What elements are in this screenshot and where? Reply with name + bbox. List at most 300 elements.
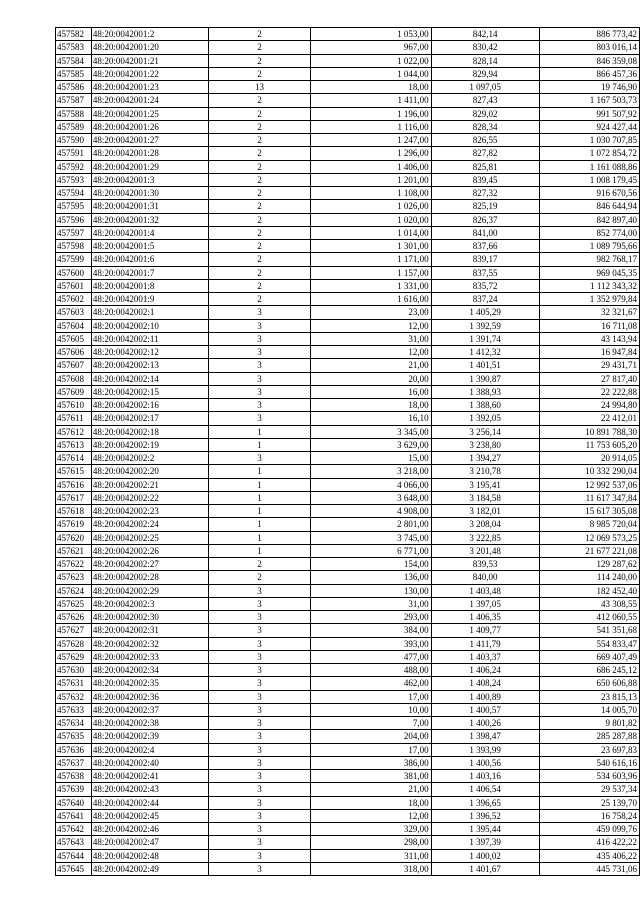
area-value-cell: 31,00 bbox=[310, 597, 431, 610]
cadastral-number-cell: 48:20:0042002:44 bbox=[91, 796, 208, 809]
group-code-cell: 3 bbox=[209, 399, 311, 412]
cadastral-number-cell: 48:20:0042002:29 bbox=[91, 584, 208, 597]
specific-value-cell: 829,02 bbox=[431, 107, 539, 120]
specific-value-cell: 1 097,05 bbox=[431, 81, 539, 94]
specific-value-cell: 1 391,74 bbox=[431, 332, 539, 345]
cadastral-number-cell: 48:20:0042002:30 bbox=[91, 611, 208, 624]
row-number-cell: 457623 bbox=[56, 571, 92, 584]
cadastral-number-cell: 48:20:0042002:14 bbox=[91, 372, 208, 385]
group-code-cell: 1 bbox=[209, 505, 311, 518]
table-row bbox=[56, 213, 640, 226]
cadastral-number-cell: 48:20:0042002:15 bbox=[91, 385, 208, 398]
row-number-cell: 457582 bbox=[56, 28, 92, 41]
cadastral-value-cell: 982 768,17 bbox=[539, 253, 639, 266]
row-number-cell: 457587 bbox=[56, 94, 92, 107]
specific-value-cell: 835,72 bbox=[431, 279, 539, 292]
cadastral-value-cell: 16 711,08 bbox=[539, 319, 639, 332]
group-code-cell: 2 bbox=[209, 226, 311, 239]
row-number-cell: 457636 bbox=[56, 743, 92, 756]
specific-value-cell: 840,00 bbox=[431, 571, 539, 584]
row-number-cell: 457624 bbox=[56, 584, 92, 597]
group-code-cell: 3 bbox=[209, 332, 311, 345]
row-number-cell: 457613 bbox=[56, 438, 92, 451]
cadastral-number-cell: 48:20:0042002:25 bbox=[91, 531, 208, 544]
table-row bbox=[56, 756, 640, 769]
group-code-cell: 3 bbox=[209, 624, 311, 637]
specific-value-cell: 1 412,32 bbox=[431, 346, 539, 359]
table-row bbox=[56, 531, 640, 544]
area-value-cell: 16,10 bbox=[310, 412, 431, 425]
cadastral-value-cell: 991 507,92 bbox=[539, 107, 639, 120]
specific-value-cell: 1 408,24 bbox=[431, 677, 539, 690]
table-row bbox=[56, 452, 640, 465]
row-number-cell: 457595 bbox=[56, 200, 92, 213]
cadastral-number-cell: 48:20:0042001:24 bbox=[91, 94, 208, 107]
cadastral-number-cell: 48:20:0042002:22 bbox=[91, 491, 208, 504]
cadastral-value-cell: 114 240,00 bbox=[539, 571, 639, 584]
cadastral-value-cell: 1 089 795,66 bbox=[539, 240, 639, 253]
table-row bbox=[56, 54, 640, 67]
specific-value-cell: 1 401,67 bbox=[431, 862, 539, 875]
area-value-cell: 3 345,00 bbox=[310, 425, 431, 438]
table-row bbox=[56, 438, 640, 451]
cadastral-value-cell: 22 412,01 bbox=[539, 412, 639, 425]
table-row bbox=[56, 266, 640, 279]
specific-value-cell: 1 405,29 bbox=[431, 306, 539, 319]
specific-value-cell: 1 409,77 bbox=[431, 624, 539, 637]
specific-value-cell: 3 195,41 bbox=[431, 478, 539, 491]
cadastral-value-cell: 14 005,70 bbox=[539, 703, 639, 716]
group-code-cell: 3 bbox=[209, 637, 311, 650]
row-number-cell: 457639 bbox=[56, 783, 92, 796]
area-value-cell: 15,00 bbox=[310, 452, 431, 465]
cadastral-number-cell: 48:20:0042002:19 bbox=[91, 438, 208, 451]
specific-value-cell: 825,19 bbox=[431, 200, 539, 213]
area-value-cell: 20,00 bbox=[310, 372, 431, 385]
area-value-cell: 1 157,00 bbox=[310, 266, 431, 279]
group-code-cell: 2 bbox=[209, 266, 311, 279]
group-code-cell: 2 bbox=[209, 558, 311, 571]
row-number-cell: 457608 bbox=[56, 372, 92, 385]
cadastral-number-cell: 48:20:0042002:11 bbox=[91, 332, 208, 345]
cadastral-number-cell: 48:20:0042002:34 bbox=[91, 664, 208, 677]
row-number-cell: 457605 bbox=[56, 332, 92, 345]
area-value-cell: 23,00 bbox=[310, 306, 431, 319]
table-row bbox=[56, 385, 640, 398]
cadastral-value-cell: 852 774,00 bbox=[539, 226, 639, 239]
table-row bbox=[56, 624, 640, 637]
group-code-cell: 3 bbox=[209, 809, 311, 822]
cadastral-number-cell: 48:20:0042002:37 bbox=[91, 703, 208, 716]
specific-value-cell: 826,37 bbox=[431, 213, 539, 226]
area-value-cell: 384,00 bbox=[310, 624, 431, 637]
cadastral-number-cell: 48:20:0042001:5 bbox=[91, 240, 208, 253]
row-number-cell: 457632 bbox=[56, 690, 92, 703]
area-value-cell: 293,00 bbox=[310, 611, 431, 624]
area-value-cell: 4 908,00 bbox=[310, 505, 431, 518]
area-value-cell: 12,00 bbox=[310, 346, 431, 359]
cadastral-number-cell: 48:20:0042002:23 bbox=[91, 505, 208, 518]
specific-value-cell: 1 392,59 bbox=[431, 319, 539, 332]
row-number-cell: 457617 bbox=[56, 491, 92, 504]
specific-value-cell: 1 406,24 bbox=[431, 664, 539, 677]
cadastral-number-cell: 48:20:0042001:30 bbox=[91, 187, 208, 200]
table-row bbox=[56, 399, 640, 412]
specific-value-cell: 1 406,54 bbox=[431, 783, 539, 796]
table-row bbox=[56, 611, 640, 624]
cadastral-value-cell: 8 985 720,04 bbox=[539, 518, 639, 531]
row-number-cell: 457634 bbox=[56, 717, 92, 730]
group-code-cell: 3 bbox=[209, 717, 311, 730]
group-code-cell: 3 bbox=[209, 836, 311, 849]
specific-value-cell: 1 393,99 bbox=[431, 743, 539, 756]
cadastral-value-cell: 24 994,80 bbox=[539, 399, 639, 412]
group-code-cell: 3 bbox=[209, 862, 311, 875]
area-value-cell: 1 616,00 bbox=[310, 293, 431, 306]
cadastral-number-cell: 48:20:0042002:24 bbox=[91, 518, 208, 531]
area-value-cell: 1 026,00 bbox=[310, 200, 431, 213]
row-number-cell: 457642 bbox=[56, 823, 92, 836]
area-value-cell: 130,00 bbox=[310, 584, 431, 597]
cadastral-value-cell: 916 670,56 bbox=[539, 187, 639, 200]
row-number-cell: 457603 bbox=[56, 306, 92, 319]
area-value-cell: 12,00 bbox=[310, 809, 431, 822]
specific-value-cell: 3 256,14 bbox=[431, 425, 539, 438]
table-row bbox=[56, 584, 640, 597]
table-row bbox=[56, 505, 640, 518]
row-number-cell: 457606 bbox=[56, 346, 92, 359]
row-number-cell: 457629 bbox=[56, 650, 92, 663]
cadastral-value-cell: 11 753 605,20 bbox=[539, 438, 639, 451]
cadastral-value-cell: 29 431,71 bbox=[539, 359, 639, 372]
group-code-cell: 3 bbox=[209, 743, 311, 756]
cadastral-value-cell: 540 616,16 bbox=[539, 756, 639, 769]
group-code-cell: 3 bbox=[209, 452, 311, 465]
cadastral-value-cell: 846 644,94 bbox=[539, 200, 639, 213]
specific-value-cell: 826,55 bbox=[431, 134, 539, 147]
area-value-cell: 3 745,00 bbox=[310, 531, 431, 544]
cadastral-number-cell: 48:20:0042002:18 bbox=[91, 425, 208, 438]
cadastral-value-cell: 1 352 979,84 bbox=[539, 293, 639, 306]
cadastral-value-cell: 43 308,55 bbox=[539, 597, 639, 610]
area-value-cell: 17,00 bbox=[310, 690, 431, 703]
table-row bbox=[56, 690, 640, 703]
table-row bbox=[56, 783, 640, 796]
specific-value-cell: 1 394,27 bbox=[431, 452, 539, 465]
group-code-cell: 2 bbox=[209, 67, 311, 80]
cadastral-number-cell: 48:20:0042001:32 bbox=[91, 213, 208, 226]
specific-value-cell: 3 222,85 bbox=[431, 531, 539, 544]
area-value-cell: 381,00 bbox=[310, 770, 431, 783]
area-value-cell: 1 116,00 bbox=[310, 120, 431, 133]
table-row bbox=[56, 743, 640, 756]
row-number-cell: 457626 bbox=[56, 611, 92, 624]
cadastral-value-cell: 21 677 221,08 bbox=[539, 544, 639, 557]
cadastral-number-cell: 48:20:0042001:7 bbox=[91, 266, 208, 279]
cadastral-value-cell: 20 914,05 bbox=[539, 452, 639, 465]
table-row bbox=[56, 187, 640, 200]
specific-value-cell: 1 400,57 bbox=[431, 703, 539, 716]
specific-value-cell: 1 392,05 bbox=[431, 412, 539, 425]
cadastral-number-cell: 48:20:0042002:32 bbox=[91, 637, 208, 650]
area-value-cell: 298,00 bbox=[310, 836, 431, 849]
area-value-cell: 1 331,00 bbox=[310, 279, 431, 292]
table-row bbox=[56, 319, 640, 332]
row-number-cell: 457600 bbox=[56, 266, 92, 279]
cadastral-number-cell: 48:20:0042001:4 bbox=[91, 226, 208, 239]
area-value-cell: 1 201,00 bbox=[310, 173, 431, 186]
cadastral-value-cell: 12 069 573,25 bbox=[539, 531, 639, 544]
specific-value-cell: 842,14 bbox=[431, 28, 539, 41]
cadastral-value-cell: 669 407,49 bbox=[539, 650, 639, 663]
cadastral-number-cell: 48:20:0042002:47 bbox=[91, 836, 208, 849]
cadastral-value-cell: 25 139,70 bbox=[539, 796, 639, 809]
row-number-cell: 457591 bbox=[56, 147, 92, 160]
specific-value-cell: 1 401,51 bbox=[431, 359, 539, 372]
cadastral-value-cell: 554 833,47 bbox=[539, 637, 639, 650]
group-code-cell: 3 bbox=[209, 703, 311, 716]
row-number-cell: 457584 bbox=[56, 54, 92, 67]
table-row bbox=[56, 558, 640, 571]
cadastral-number-cell: 48:20:0042001:31 bbox=[91, 200, 208, 213]
table-row bbox=[56, 200, 640, 213]
specific-value-cell: 1 397,39 bbox=[431, 836, 539, 849]
row-number-cell: 457593 bbox=[56, 173, 92, 186]
group-code-cell: 3 bbox=[209, 664, 311, 677]
specific-value-cell: 3 182,01 bbox=[431, 505, 539, 518]
group-code-cell: 3 bbox=[209, 385, 311, 398]
group-code-cell: 3 bbox=[209, 823, 311, 836]
table-row bbox=[56, 478, 640, 491]
group-code-cell: 3 bbox=[209, 306, 311, 319]
table-row bbox=[56, 637, 640, 650]
cadastral-value-cell: 1 112 343,32 bbox=[539, 279, 639, 292]
cadastral-number-cell: 48:20:0042002:17 bbox=[91, 412, 208, 425]
cadastral-number-cell: 48:20:0042002:12 bbox=[91, 346, 208, 359]
specific-value-cell: 1 390,87 bbox=[431, 372, 539, 385]
specific-value-cell: 837,24 bbox=[431, 293, 539, 306]
area-value-cell: 1 053,00 bbox=[310, 28, 431, 41]
row-number-cell: 457631 bbox=[56, 677, 92, 690]
group-code-cell: 2 bbox=[209, 107, 311, 120]
specific-value-cell: 841,00 bbox=[431, 226, 539, 239]
area-value-cell: 2 801,00 bbox=[310, 518, 431, 531]
row-number-cell: 457614 bbox=[56, 452, 92, 465]
group-code-cell: 2 bbox=[209, 240, 311, 253]
table-row bbox=[56, 809, 640, 822]
table-row bbox=[56, 359, 640, 372]
area-value-cell: 17,00 bbox=[310, 743, 431, 756]
specific-value-cell: 837,66 bbox=[431, 240, 539, 253]
table-row bbox=[56, 770, 640, 783]
cadastral-number-cell: 48:20:0042002:2 bbox=[91, 452, 208, 465]
group-code-cell: 3 bbox=[209, 730, 311, 743]
area-value-cell: 4 066,00 bbox=[310, 478, 431, 491]
cadastral-number-cell: 48:20:0042001:25 bbox=[91, 107, 208, 120]
group-code-cell: 3 bbox=[209, 690, 311, 703]
group-code-cell: 2 bbox=[209, 160, 311, 173]
group-code-cell: 1 bbox=[209, 544, 311, 557]
row-number-cell: 457627 bbox=[56, 624, 92, 637]
specific-value-cell: 3 238,80 bbox=[431, 438, 539, 451]
area-value-cell: 1 171,00 bbox=[310, 253, 431, 266]
cadastral-value-cell: 445 731,06 bbox=[539, 862, 639, 875]
table-row bbox=[56, 703, 640, 716]
area-value-cell: 318,00 bbox=[310, 862, 431, 875]
area-value-cell: 311,00 bbox=[310, 849, 431, 862]
table-row bbox=[56, 372, 640, 385]
table-row bbox=[56, 425, 640, 438]
row-number-cell: 457602 bbox=[56, 293, 92, 306]
area-value-cell: 462,00 bbox=[310, 677, 431, 690]
row-number-cell: 457596 bbox=[56, 213, 92, 226]
area-value-cell: 967,00 bbox=[310, 41, 431, 54]
cadastral-number-cell: 48:20:0042001:6 bbox=[91, 253, 208, 266]
area-value-cell: 16,00 bbox=[310, 385, 431, 398]
table-row bbox=[56, 160, 640, 173]
cadastral-value-cell: 22 222,88 bbox=[539, 385, 639, 398]
area-value-cell: 1 301,00 bbox=[310, 240, 431, 253]
row-number-cell: 457641 bbox=[56, 809, 92, 822]
table-row bbox=[56, 849, 640, 862]
specific-value-cell: 828,34 bbox=[431, 120, 539, 133]
table-row bbox=[56, 253, 640, 266]
group-code-cell: 13 bbox=[209, 81, 311, 94]
cadastral-value-cell: 43 143,94 bbox=[539, 332, 639, 345]
group-code-cell: 3 bbox=[209, 611, 311, 624]
specific-value-cell: 1 400,26 bbox=[431, 717, 539, 730]
cadastral-number-cell: 48:20:0042002:40 bbox=[91, 756, 208, 769]
specific-value-cell: 827,43 bbox=[431, 94, 539, 107]
group-code-cell: 1 bbox=[209, 478, 311, 491]
table-row bbox=[56, 491, 640, 504]
row-number-cell: 457590 bbox=[56, 134, 92, 147]
table-row bbox=[56, 120, 640, 133]
area-value-cell: 3 648,00 bbox=[310, 491, 431, 504]
specific-value-cell: 828,14 bbox=[431, 54, 539, 67]
group-code-cell: 2 bbox=[209, 279, 311, 292]
cadastral-value-cell: 12 992 537,06 bbox=[539, 478, 639, 491]
group-code-cell: 3 bbox=[209, 372, 311, 385]
row-number-cell: 457604 bbox=[56, 319, 92, 332]
cadastral-value-cell: 886 773,42 bbox=[539, 28, 639, 41]
cadastral-value-cell: 866 457,36 bbox=[539, 67, 639, 80]
group-code-cell: 3 bbox=[209, 849, 311, 862]
area-value-cell: 1 247,00 bbox=[310, 134, 431, 147]
cadastral-number-cell: 48:20:0042002:27 bbox=[91, 558, 208, 571]
group-code-cell: 3 bbox=[209, 796, 311, 809]
cadastral-value-cell: 534 603,96 bbox=[539, 770, 639, 783]
cadastral-number-cell: 48:20:0042001:27 bbox=[91, 134, 208, 147]
group-code-cell: 1 bbox=[209, 425, 311, 438]
row-number-cell: 457594 bbox=[56, 187, 92, 200]
cadastral-number-cell: 48:20:0042002:35 bbox=[91, 677, 208, 690]
specific-value-cell: 1 400,89 bbox=[431, 690, 539, 703]
table-row bbox=[56, 28, 640, 41]
specific-value-cell: 3 201,48 bbox=[431, 544, 539, 557]
specific-value-cell: 3 184,58 bbox=[431, 491, 539, 504]
cadastral-number-cell: 48:20:0042002:20 bbox=[91, 465, 208, 478]
specific-value-cell: 1 403,37 bbox=[431, 650, 539, 663]
table-row bbox=[56, 279, 640, 292]
area-value-cell: 1 022,00 bbox=[310, 54, 431, 67]
cadastral-number-cell: 48:20:0042002:31 bbox=[91, 624, 208, 637]
table-row bbox=[56, 412, 640, 425]
specific-value-cell: 1 398,47 bbox=[431, 730, 539, 743]
group-code-cell: 3 bbox=[209, 359, 311, 372]
group-code-cell: 2 bbox=[209, 94, 311, 107]
group-code-cell: 3 bbox=[209, 346, 311, 359]
row-number-cell: 457598 bbox=[56, 240, 92, 253]
row-number-cell: 457620 bbox=[56, 531, 92, 544]
group-code-cell: 1 bbox=[209, 465, 311, 478]
specific-value-cell: 1 400,56 bbox=[431, 756, 539, 769]
specific-value-cell: 3 210,78 bbox=[431, 465, 539, 478]
specific-value-cell: 1 403,16 bbox=[431, 770, 539, 783]
area-value-cell: 1 044,00 bbox=[310, 67, 431, 80]
cadastral-value-cell: 1 167 503,73 bbox=[539, 94, 639, 107]
area-value-cell: 1 020,00 bbox=[310, 213, 431, 226]
table-row bbox=[56, 677, 640, 690]
cadastral-value-cell: 182 452,40 bbox=[539, 584, 639, 597]
table-row bbox=[56, 571, 640, 584]
group-code-cell: 2 bbox=[209, 41, 311, 54]
row-number-cell: 457621 bbox=[56, 544, 92, 557]
group-code-cell: 1 bbox=[209, 491, 311, 504]
group-code-cell: 2 bbox=[209, 253, 311, 266]
group-code-cell: 1 bbox=[209, 438, 311, 451]
row-number-cell: 457583 bbox=[56, 41, 92, 54]
cadastral-value-cell: 32 321,67 bbox=[539, 306, 639, 319]
table-row bbox=[56, 332, 640, 345]
group-code-cell: 1 bbox=[209, 518, 311, 531]
cadastral-number-cell: 48:20:0042002:49 bbox=[91, 862, 208, 875]
area-value-cell: 12,00 bbox=[310, 319, 431, 332]
area-value-cell: 18,00 bbox=[310, 399, 431, 412]
cadastral-number-cell: 48:20:0042002:13 bbox=[91, 359, 208, 372]
table-row bbox=[56, 823, 640, 836]
group-code-cell: 2 bbox=[209, 200, 311, 213]
table-row bbox=[56, 94, 640, 107]
row-number-cell: 457607 bbox=[56, 359, 92, 372]
group-code-cell: 3 bbox=[209, 677, 311, 690]
cadastral-number-cell: 48:20:0042001:2 bbox=[91, 28, 208, 41]
area-value-cell: 204,00 bbox=[310, 730, 431, 743]
specific-value-cell: 839,53 bbox=[431, 558, 539, 571]
cadastral-value-cell: 846 359,08 bbox=[539, 54, 639, 67]
cadastral-number-cell: 48:20:0042001:28 bbox=[91, 147, 208, 160]
specific-value-cell: 1 406,35 bbox=[431, 611, 539, 624]
table-row bbox=[56, 41, 640, 54]
row-number-cell: 457644 bbox=[56, 849, 92, 862]
specific-value-cell: 1 403,48 bbox=[431, 584, 539, 597]
row-number-cell: 457643 bbox=[56, 836, 92, 849]
cadastral-number-cell: 48:20:0042002:33 bbox=[91, 650, 208, 663]
group-code-cell: 2 bbox=[209, 571, 311, 584]
cadastral-value-cell: 924 427,44 bbox=[539, 120, 639, 133]
cadastral-number-cell: 48:20:0042001:29 bbox=[91, 160, 208, 173]
specific-value-cell: 1 388,60 bbox=[431, 399, 539, 412]
cadastral-value-cell: 23 697,83 bbox=[539, 743, 639, 756]
group-code-cell: 3 bbox=[209, 650, 311, 663]
row-number-cell: 457586 bbox=[56, 81, 92, 94]
table-row bbox=[56, 134, 640, 147]
table-row bbox=[56, 597, 640, 610]
table-row bbox=[56, 67, 640, 80]
cadastral-number-cell: 48:20:0042001:8 bbox=[91, 279, 208, 292]
row-number-cell: 457585 bbox=[56, 67, 92, 80]
group-code-cell: 3 bbox=[209, 770, 311, 783]
